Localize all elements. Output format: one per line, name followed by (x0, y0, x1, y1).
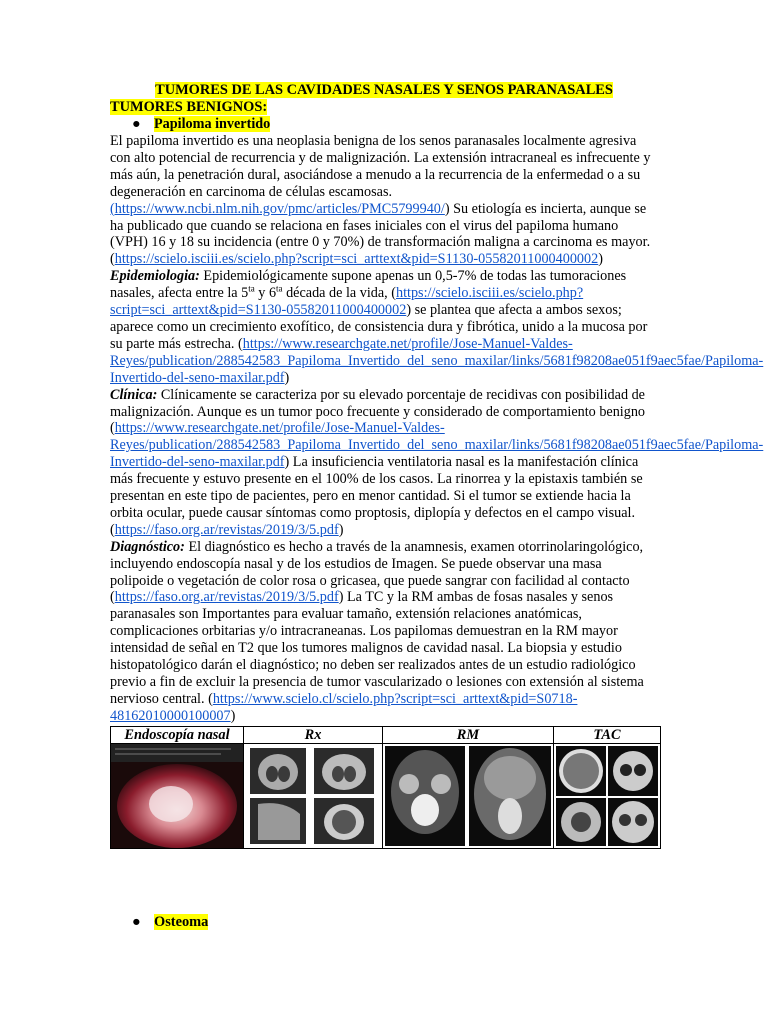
clinica-label: Clínica: (110, 386, 158, 403)
bullet-icon: ● (132, 116, 141, 132)
diagnostico-paragraph: Diagnóstico: El diagnóstico es hecho a través de la anamnesis, examen otorrinolaringológico, incluyendo endoscopía nasal y de los estudios de Imagen. Se puede observar una masa polipoide o vegetación de color rosa o gricasea, que puede sangrar con facilidad al contacto (https://faso.org.ar/revistas/2019/3/5.pdf) La TC y la RM ambas de fosas nasales y senos paranasales son Importantes para evaluar tamaño, extensión relaciones anatómicas, complicaciones orbitarias y/o intracraneanas. Los papilomas demuestran en la RM mayor intensidad de señal en T2 que los tumores malignos de cavidad nasal. La biopsia y estudio histopatológico darán el diagnóstico; no deben ser realizados antes de un estudio radiológico previo a fin de excluir la presencia de tumor vascularizado o lesiones con extensión al sistema nervioso central. (https://www.scielo.cl/scielo.php?script=sci_arttext&pid=S0718-48162010000100007) (110, 538, 644, 724)
header-rx: Rx (244, 726, 383, 743)
epidemiologia-label: Epidemiologia: (110, 268, 200, 285)
intro-paragraph: El papiloma invertido es una neoplasia benigna de los senos paranasales localmente agresiva con alto potencial de recurrencia y de malignización. La extensión intracraneal es infrecuente y más aún, la penetración dural, asociándose a menudo a la recurrencia de la enfermedad o a su degeneración en carcinoma de células escamosas. (https://www.ncbi.nlm.nih.gov/pmc/articles/PMC5799940/) Su etiología es incierta, aunque se ha publicado que cuando se relaciona en fases iniciales con el virus del papiloma humano (VPH) 16 y 18 su incidencia (entre 0 y 70%) de transformación maligna a carcinoma es mayor. (https://scielo.isciii.es/scielo.php?script=sci_arttext&pid=S1130-05582011000400002) (110, 133, 651, 268)
clinica-paragraph: Clínica: Clínicamente se caracteriza por su elevado porcentaje de recidivas con posibilidad de malignización. Aunque es un tumor poco frecuente y considerado de comportamiento benigno (https://www.researchgate.net/profile/Jose-Manuel-Valdes-Reyes/publication/288542583_Papiloma_Invertido_del_seno_maxilar/links/5681f98208ae051f9aec5fae/Papiloma-Invertido-del-seno-maxilar.pdf) La insuficiencia ventilatoria nasal es la manifestación clínica más frecuente y estuvo presente en el 100% de los casos. La rinorrea y la epistaxis también se presentan en este tipo de pacientes, pero en menor cantidad. Si el tumor se extiende hacia la orbita ocular, puede causar síntomas como proptosis, diplopía y defectos en el campo visual. (https://faso.org.ar/revistas/2019/3/5.pdf) (110, 386, 764, 538)
bullet-osteoma: ● Osteoma (132, 914, 209, 930)
link-researchgate-2[interactable]: https://www.researchgate.net/profile/Jose-Manuel-Valdes-Reyes/publication/288542583_Papiloma_Invertido_del_seno_maxilar/links/5681f98208ae051f9aec5fae/Papiloma-Invertido-del-seno-maxilar.pdf (110, 420, 764, 471)
link-faso-2[interactable]: https://faso.org.ar/revistas/2019/3/5.pdf (114, 589, 339, 606)
bullet-papiloma: ● Papiloma invertido (132, 116, 271, 132)
epidemiologia-paragraph: Epidemiologia: Epidemiológicamente supone apenas un 0,5-7% de todas las tumoraciones nasales, afecta entre la $5^{ta}$ y $6^{ta}$ década de la vida, (https://scielo.isciii.es/scielo.php?script=sci_arttext&pid=S1130-05582011000400002) se plantea que afecta a ambos sexos; aparece como un crecimiento exofítico, de consistencia dura y fibrótica, unido a la mucosa por su parte más estrecha. (https://www.researchgate.net/profile/Jose-Manuel-Valdes-Reyes/publication/288542583_Papiloma_Invertido_del_seno_maxilar/links/5681f98208ae051f9aec5fae/Papiloma-Invertido-del-seno-maxilar.pdf) (110, 268, 764, 386)
link-scielo-1[interactable]: https://scielo.isciii.es/scielo.php?script=sci_arttext&pid=S1130-05582011000400002 (114, 251, 599, 268)
link-researchgate-1[interactable]: https://www.researchgate.net/profile/Jose-Manuel-Valdes-Reyes/publication/288542583_Papiloma_Invertido_del_seno_maxilar/links/5681f98208ae051f9aec5fae/Papiloma-Invertido-del-seno-maxilar.pdf (110, 335, 764, 386)
header-endoscopia: Endoscopía nasal (111, 726, 244, 743)
rm-image (383, 743, 554, 848)
link-scielo-2[interactable]: https://scielo.isciii.es/scielo.php?script=sci_arttext&pid=S1130-05582011000400002 (110, 285, 584, 319)
endoscopia-image (111, 743, 244, 848)
rx-image (244, 743, 383, 848)
tac-image (554, 743, 661, 848)
document-title: TUMORES DE LAS CAVIDADES NASALES Y SENOS PARANASALES (155, 82, 613, 98)
header-tac: TAC (554, 726, 661, 743)
bullet-icon: ● (132, 914, 141, 930)
header-rm: RM (383, 726, 554, 743)
link-faso-1[interactable]: https://faso.org.ar/revistas/2019/3/5.pdf (114, 521, 339, 538)
diagnostico-label: Diagnóstico: (110, 538, 185, 555)
link-ncbi[interactable]: (https://www.ncbi.nlm.nih.gov/pmc/articles/PMC5799940/ (110, 200, 445, 217)
document-body (110, 82, 764, 849)
link-scielo-cl[interactable]: https://www.scielo.cl/scielo.php?script=sci_arttext&pid=S0718-48162010000100007 (110, 690, 578, 724)
imaging-table (110, 726, 661, 849)
section-heading: TUMORES BENIGNOS: (110, 99, 268, 115)
